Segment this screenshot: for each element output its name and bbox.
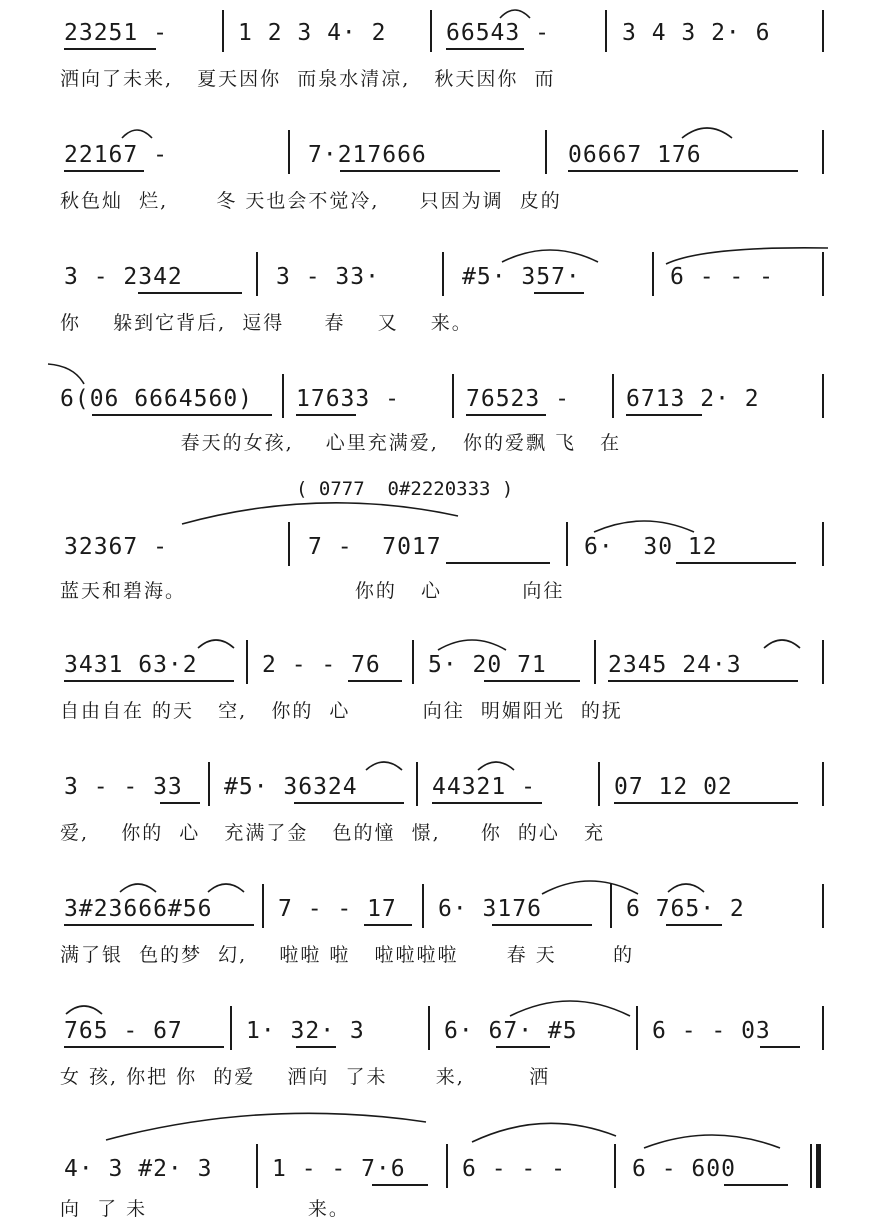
lyric-line: 春天的女孩, 心里充满爱, 你的爱飘 飞 在 — [60, 432, 622, 454]
underline — [340, 170, 500, 172]
measure: 3431 63·2 — [64, 652, 198, 678]
barline — [652, 252, 654, 296]
underline — [676, 562, 796, 564]
measure: 6· 30 12 — [584, 534, 718, 560]
measure: 6 - - - — [462, 1156, 566, 1182]
underline — [64, 924, 254, 926]
measure: 2345 24·3 — [608, 652, 742, 678]
measure: 22167 - — [64, 142, 168, 168]
underline — [666, 924, 722, 926]
measure: 1 - - 7·6 — [272, 1156, 406, 1182]
barline — [288, 522, 290, 566]
underline — [348, 680, 402, 682]
lyric-line: 满了银 色的梦 幻, 啦啦 啦 啦啦啦啦 春 天 的 — [60, 944, 635, 966]
barline — [822, 130, 824, 174]
underline — [608, 680, 798, 682]
measure: 17633 - — [296, 386, 400, 412]
underline — [364, 924, 412, 926]
barline — [452, 374, 454, 418]
slur — [196, 634, 236, 650]
underline — [160, 802, 200, 804]
underline — [534, 292, 584, 294]
underline — [626, 414, 702, 416]
barline — [605, 10, 607, 52]
measure: #5· 36324 — [224, 774, 358, 800]
underline — [296, 414, 356, 416]
slur — [46, 362, 86, 386]
measure: 06667 176 — [568, 142, 702, 168]
measure: 6 - - 03 — [652, 1018, 771, 1044]
lyric-line: 你 躲到它背后, 逗得 春 又 来。 — [60, 312, 473, 334]
measure: 3 - 33· — [276, 264, 380, 290]
barline — [208, 762, 210, 806]
measure: 3 4 3 2· 6 — [622, 20, 771, 46]
measure: 1· 32· 3 — [246, 1018, 365, 1044]
underline — [64, 48, 156, 50]
lyric-line: 爱, 你的 心 充满了金 色的憧 憬, 你 的心 充 — [60, 822, 606, 844]
underline — [724, 1184, 788, 1186]
underline — [64, 1046, 224, 1048]
slur — [642, 1128, 782, 1150]
slur — [436, 634, 508, 652]
measure: 76523 - — [466, 386, 570, 412]
slur — [364, 756, 404, 772]
barline — [446, 1144, 448, 1188]
underline — [614, 802, 798, 804]
measure: #5· 357· — [462, 264, 581, 290]
measure: 6(06 6664560) — [60, 386, 254, 412]
barline — [222, 10, 224, 52]
measure: 4· 3 #2· 3 — [64, 1156, 213, 1182]
lyric-line: 女 孩, 你把 你 的爱 洒向 了未 来, 洒 — [60, 1066, 551, 1088]
measure: 44321 - — [432, 774, 536, 800]
slur — [206, 878, 246, 894]
barline — [822, 522, 824, 566]
underline — [484, 680, 580, 682]
barline — [566, 522, 568, 566]
barline — [612, 374, 614, 418]
barline — [822, 1006, 824, 1050]
underline — [760, 1046, 800, 1048]
final-barline-thick — [816, 1144, 821, 1188]
measure: 1 2 3 4· 2 — [238, 20, 387, 46]
barline — [256, 1144, 258, 1188]
barline — [636, 1006, 638, 1050]
measure: 7·217666 — [308, 142, 427, 168]
barline — [230, 1006, 232, 1050]
underline — [446, 562, 550, 564]
slur — [680, 122, 734, 140]
barline — [594, 640, 596, 684]
underline — [496, 1046, 550, 1048]
measure: 66543 - — [446, 20, 550, 46]
barline — [822, 884, 824, 928]
barline — [246, 640, 248, 684]
measure: 3#23666#56 — [64, 896, 213, 922]
barline — [614, 1144, 616, 1188]
slur — [664, 244, 830, 266]
barline — [288, 130, 290, 174]
lyric-line: 洒向了未来, 夏天因你 而泉水清凉, 秋天因你 而 — [60, 68, 556, 90]
underline — [294, 802, 404, 804]
slur — [120, 124, 154, 140]
slur — [180, 496, 460, 526]
measure: 765 - 67 — [64, 1018, 183, 1044]
barline — [422, 884, 424, 928]
measure: 32367 - — [64, 534, 168, 560]
underline — [492, 924, 592, 926]
measure: 07 12 02 — [614, 774, 733, 800]
underline — [138, 292, 242, 294]
slur — [470, 1116, 618, 1144]
measure: 7 - 7017 — [308, 534, 442, 560]
barline — [256, 252, 258, 296]
barline — [262, 884, 264, 928]
measure: 6· 67· #5 — [444, 1018, 578, 1044]
underline — [64, 170, 144, 172]
lyric-line: 秋色灿 烂, 冬 天也会不觉冷, 只因为调 皮的 — [60, 190, 562, 212]
barline — [412, 640, 414, 684]
slur — [104, 1108, 428, 1142]
slur — [500, 244, 600, 264]
measure: 6713 2· 2 — [626, 386, 760, 412]
underline — [92, 414, 272, 416]
lyric-line: 蓝天和碧海。 你的 心 向往 — [60, 580, 565, 602]
final-barline-thin — [810, 1144, 812, 1188]
measure: 7 - - 17 — [278, 896, 397, 922]
underline — [372, 1184, 428, 1186]
barline — [430, 10, 432, 52]
barline — [822, 762, 824, 806]
slur — [508, 994, 632, 1018]
slur — [118, 878, 158, 894]
measure: 6· 3176 — [438, 896, 542, 922]
barline — [442, 252, 444, 296]
barline — [822, 374, 824, 418]
measure: 23251 - — [64, 20, 168, 46]
measure: 6 - - - — [670, 264, 774, 290]
underline — [296, 1046, 336, 1048]
measure: 6 - 600 — [632, 1156, 736, 1182]
slur — [540, 874, 640, 896]
lyric-line: 向 了 未 来。 — [60, 1198, 350, 1220]
underline — [466, 414, 546, 416]
slur — [498, 4, 532, 20]
barline — [428, 1006, 430, 1050]
slur — [762, 634, 802, 650]
measure: 2 - - 76 — [262, 652, 381, 678]
barline — [822, 640, 824, 684]
barline — [416, 762, 418, 806]
measure: 3 - 2342 — [64, 264, 183, 290]
measure: 3 - - 33 — [64, 774, 183, 800]
slur — [64, 1000, 104, 1016]
barline — [822, 10, 824, 52]
underline — [432, 802, 542, 804]
slur — [592, 514, 696, 534]
lyric-line: 自由自在 的天 空, 你的 心 向往 明媚阳光 的抚 — [60, 700, 623, 722]
underline — [446, 48, 524, 50]
slur — [666, 878, 706, 894]
instrumental-fill: ( 0777 0#2220333 ) — [296, 478, 514, 500]
measure: 5· 20 71 — [428, 652, 547, 678]
underline — [568, 170, 798, 172]
underline — [64, 680, 234, 682]
barline — [282, 374, 284, 418]
barline — [545, 130, 547, 174]
barline — [598, 762, 600, 806]
slur — [476, 756, 516, 772]
measure: 6 765· 2 — [626, 896, 745, 922]
